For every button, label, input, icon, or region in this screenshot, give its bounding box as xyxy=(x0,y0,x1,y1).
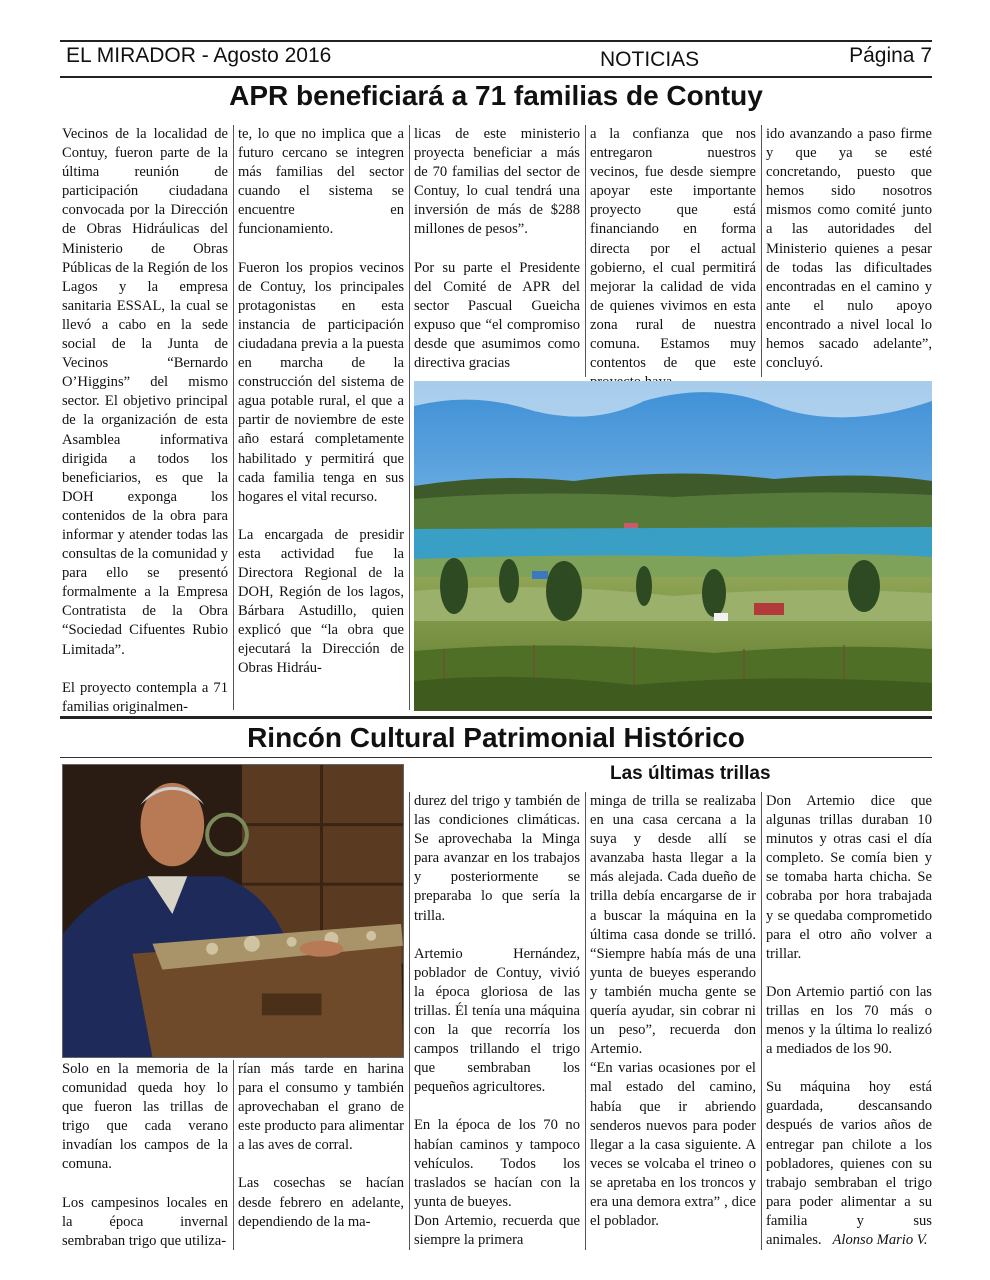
article2-col5-para xyxy=(766,1078,932,1250)
column-divider xyxy=(761,125,762,377)
article1-col1-para: Vecinos de la localidad de Contuy, fueron parte de la última reunión de participación ciudadana convocada por la Dirección de Obras Hidráulicas del Ministerio de Obras Públicas de la Región de los Lagos y la empresa sanitaria ESSAL, la cual se llevó a cabo en la sede social de la Junta de Vecinos “Bernardo O’Higgins” del mismo sector. El objetivo principal de la organización de esta Asamblea informativa dirigida a todos los beneficiarios, es que la DOH exponga los contenidos de la obra para informar y atender todas las consultas de la comunidad y para ello se presentó formalmente a la Empresa Contratista de la Obra “Sociedad Cifuentes Rubio Limitada”. xyxy=(62,126,228,658)
article1-headline: APR beneficiará a 71 familias de Contuy xyxy=(229,80,763,111)
article2-column-3 xyxy=(414,792,580,1250)
article2-col5-para: Don Artemio partió con las trillas en los 70 más o menos y la última lo realizó a mediados de los 90. xyxy=(766,983,932,1058)
article1-col4-para: a la confianza que nos entregaron nuestros vecinos, fue desde siempre apoyar este importante proyecto que está financiando en forma directa por el actual gobierno, el cual permitirá mejorar la calidad de vida de quienes vivimos en esta zona rural de nuestra comuna. Estamos muy contentos de que este xyxy=(590,126,756,372)
column-divider xyxy=(761,792,762,1250)
article2-col5-para: Don Artemio dice que algunas trillas duraban 10 minutos y otras casi el día completo. Se comía bien y se tomaba harta chicha. Se cobraba por hora trabajada y se quedaba comprometido para el otro año volver a trillar. xyxy=(766,793,932,962)
column-divider xyxy=(409,125,410,710)
article2-col2-para: Las cosechas se hacían desde febrero en adelante, dependiendo de la ma- xyxy=(238,1175,404,1230)
article2-col3-para: durez del trigo y también de las condiciones climáticas. Se aprovechaba la Minga para avanzar en los trabajos y posteriormente se preparaba lo que sería la trilla. xyxy=(414,793,580,924)
article2-col3-para: Don Artemio, recuerda que siempre la primera xyxy=(414,1212,580,1248)
header-page-number: Página 7 xyxy=(849,44,932,67)
article2-subtitle: Las últimas trillas xyxy=(610,763,771,784)
section-title: Rincón Cultural Patrimonial Histórico xyxy=(247,722,745,753)
article2-column-2 xyxy=(238,1060,404,1250)
article2-col1-para: Solo en la memoria de la comunidad queda hoy lo que fueron las trillas de trigo que cada verano invadían los campos de la comuna. xyxy=(62,1061,228,1173)
article1-column-2 xyxy=(238,125,404,710)
article2-column-4 xyxy=(590,792,756,1250)
header-top-rule xyxy=(60,40,932,42)
article2-col1-para: Los campesinos locales en la época invernal sembraban trigo que utiliza- xyxy=(62,1194,228,1249)
article1-col2-para: Fueron los propios vecinos de Contuy, los principales protagonistas en esta instancia de participación ciudadana previa a la puesta en marcha de la construcción del sistema de agua potable rural, el que a partir de noviembre de este año estará completamente habilitado y permitirá que cada familia tenga en sus hogares el vital recurso. xyxy=(238,259,404,505)
author-signature: Alonso Mario V. xyxy=(832,1231,928,1248)
header-publication-date: EL MIRADOR - Agosto 2016 xyxy=(66,44,332,67)
contuy-landscape-photo xyxy=(414,381,932,711)
header-section: NOTICIAS xyxy=(600,48,700,71)
artemio-portrait-photo xyxy=(62,764,404,1058)
article2-column-5 xyxy=(766,792,932,1250)
section-divider xyxy=(60,716,932,719)
article1-column-3 xyxy=(414,125,580,377)
article1-col1-para: El proyecto contempla a 71 familias originalmen- xyxy=(62,679,228,715)
article2-col2-para: rían más tarde en harina para el consumo y también aprovechaban el grano de este producto para alimentar a las aves de corral. xyxy=(238,1061,404,1154)
column-divider xyxy=(233,1060,234,1250)
article1-column-5 xyxy=(766,125,932,377)
article2-col5-last-text: Su máquina hoy está guardada, descansando después de varios años de entregar pan chilote a los pobladores, quienes con su trabajo sembraban el trigo para poder alimentar a su familia y sus animales. xyxy=(766,1079,932,1248)
column-divider xyxy=(585,125,586,377)
article1-column-1 xyxy=(62,125,228,715)
column-divider xyxy=(233,125,234,710)
page-header xyxy=(62,44,932,74)
article1-col3-para: Por su parte el Presidente del Comité de APR del sector Pascual Gueicha expuso que “el compromiso desde que asumimos como directiva gracias xyxy=(414,259,580,372)
article2-col3-para: En la época de los 70 no habían caminos y tampoco vehículos. Todos los traslados se hacían con la yunta de bueyes. xyxy=(414,1117,580,1210)
article2-col4-para: “En varias ocasiones por el mal estado del camino, había que ir abriendo senderos nuevos para poder llegar a la casa siguiente. A veces se volcaba el trineo o se apretaba en los troncos y era una demora extra” , dice el poblador. xyxy=(590,1060,756,1230)
section-title-rule xyxy=(60,757,932,758)
column-divider xyxy=(409,792,410,1250)
article1-column-4 xyxy=(590,125,756,377)
article2-col3-para: Artemio Hernández, poblador de Contuy, vivió la época gloriosa de las trillas. Él tenía una máquina con la que recorría los campos trillando el trigo que sembraban los pequeños agricultores. xyxy=(414,945,580,1096)
article1-col3-para: licas de este ministerio proyecta beneficiar a más de 70 familias del sector de Contuy, lo cual tendrá una inversión de más de $288 millones de pesos”. xyxy=(414,126,580,238)
column-divider xyxy=(585,792,586,1250)
header-bottom-rule xyxy=(60,76,932,78)
article1-col2-para: te, lo que no implica que a futuro cercano se integren más familias del sector cuando el sistema se encuentre en funcionamiento. xyxy=(238,126,404,238)
article1-col5-para: ido avanzando a paso firme y que ya se esté concretando, puesto que hemos sido nosotros mismos como comité junto a las autoridades del Ministerio quienes a pesar de todas las dificultades encontradas en el camino y ante el nulo apoyo encontrado a nivel local lo hemos sacado adelante”, concluyó. xyxy=(766,126,932,372)
article2-col4-para: minga de trilla se realizaba en una casa cercana a la suya y desde allí se avanzaba hasta llegar a la más alejada. Cada dueño de trilla debía encargarse de ir a buscar la máquina en la última casa donde se trilló. “Siempre había más de una yunta de bueyes esperando y también mucha gente se quería ayudar, sin cobrar ni un peso”, recuerda don Artemio. xyxy=(590,793,756,1058)
article2-column-1 xyxy=(62,1060,228,1250)
article1-col2-para: La encargada de presidir esta actividad fue la Directora Regional de la DOH, Región de los lagos, Bárbara Astudillo, quien explicó que “la obra que ejecutará la Dirección de Obras Hidráu- xyxy=(238,526,404,677)
